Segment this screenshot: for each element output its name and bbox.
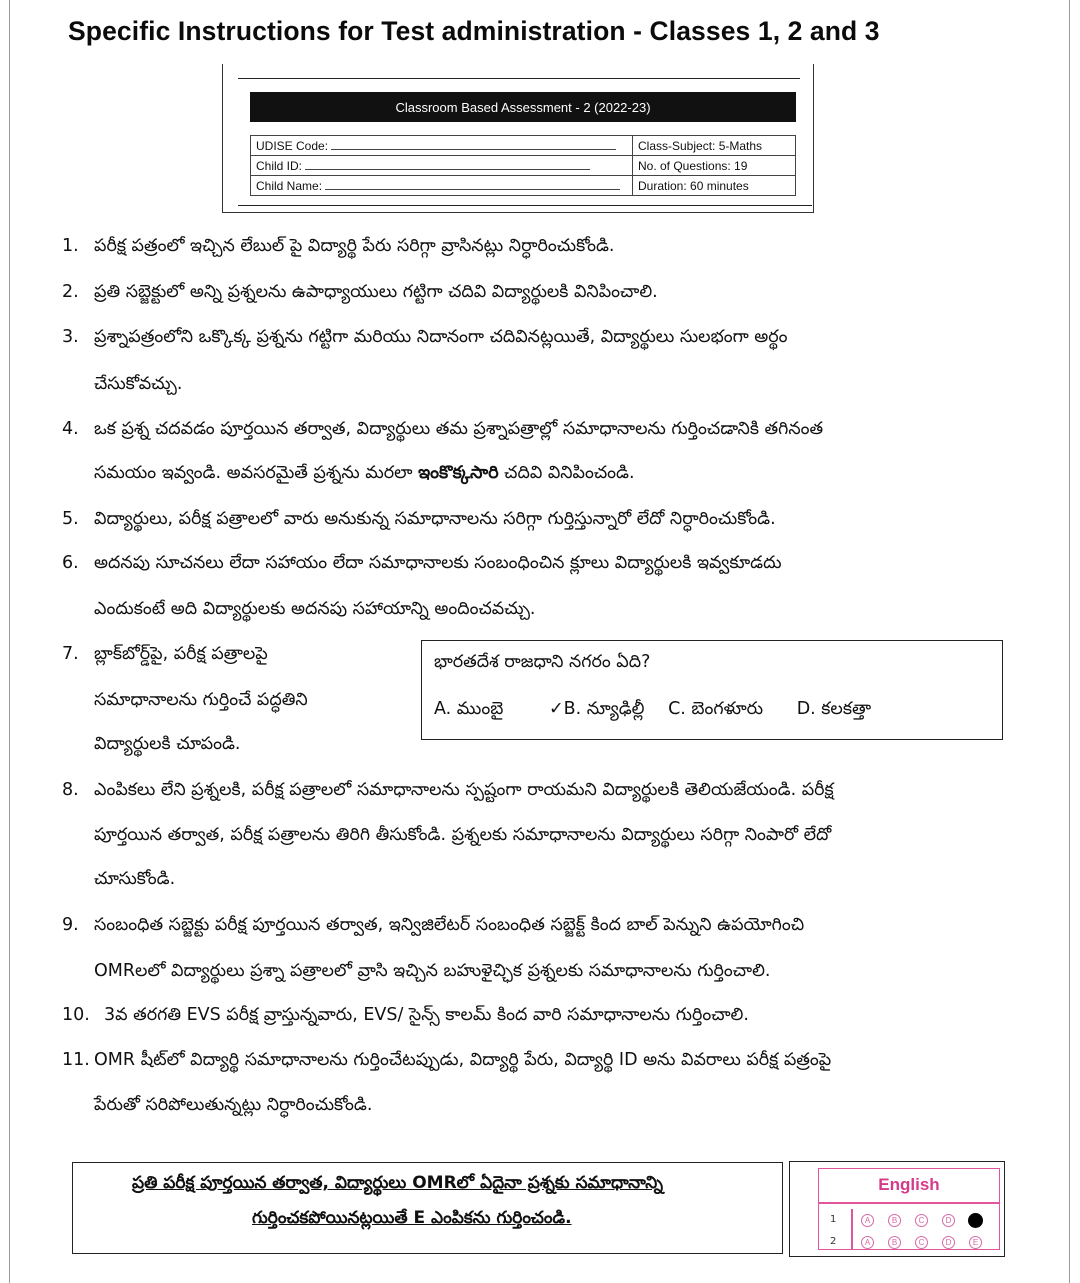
option-d: D. కలకత్తా	[796, 699, 872, 719]
omr-bubble: D	[942, 1214, 955, 1227]
child-name-field	[251, 176, 633, 196]
option-a: A. ముంబై	[434, 699, 504, 719]
child-name-blank	[325, 180, 620, 190]
card-title-band: Classroom Based Assessment - 2 (2022-23)	[250, 92, 796, 122]
item-number: 7.	[62, 644, 79, 664]
instruction-text: OMRలలో విద్యార్థులు ప్రశ్నా పత్రాలలో వ్రాసి ఇచ్చిన బహుళైచ్ఛిక ప్రశ్నలకు సమాధానాలను గుర్తించాలి.	[94, 961, 771, 981]
omr-row-number: 2	[830, 1236, 837, 1247]
omr-bubble: C	[915, 1214, 928, 1227]
item-number: 5.	[62, 509, 79, 529]
udise-label: UDISE Code:	[256, 138, 329, 153]
instruction-text: సంబంధిత సబ్జెక్టు పరీక్ష పూర్తయిన తర్వాత, ఇన్విజిలేటర్ సంబంధిత సబ్జెక్ట్ కింద బాల్ పెన్నుని ఉపయోగించి	[94, 915, 805, 935]
udise-blank	[331, 140, 616, 150]
option-c: C. బెంగళూరు	[668, 699, 764, 719]
omr-bubble: A	[861, 1214, 874, 1227]
item-number: 2.	[62, 282, 79, 302]
omr-bubble: A	[861, 1236, 874, 1249]
omr-bubble: C	[915, 1236, 928, 1249]
instruction-text: విద్యార్థులకి చూపండి.	[94, 734, 241, 754]
omr-bubble-filled	[968, 1213, 983, 1228]
instruction-text: బ్లాక్‌బోర్డ్‌పై, పరీక్ష పత్రాలపై	[94, 644, 268, 664]
item-number: 10.	[62, 1005, 90, 1025]
omr-row-number: 1	[830, 1214, 837, 1225]
duration: Duration: 60 minutes	[633, 176, 796, 196]
emphasis-text: ఇంకొక్కసారి	[418, 463, 499, 483]
item-number: 11.	[62, 1050, 90, 1070]
omr-bubble: B	[888, 1214, 901, 1227]
child-id-blank	[305, 160, 590, 170]
instruction-text: పూర్తయిన తర్వాత, పరీక్ష పత్రాలను తిరిగి తీసుకోండి. ప్రశ్నలకు సమాధానాలను విద్యార్థులు సరిగ్గా నింపారో లేదో	[94, 825, 832, 845]
instruction-text: చేసుకోవచ్చు.	[94, 374, 183, 394]
sample-question-options	[434, 699, 871, 723]
page-edge-left	[9, 0, 10, 1283]
instruction-text: ఒక ప్రశ్న చదవడం పూర్తయిన తర్వాత, విద్యార్థులు తమ ప్రశ్నాపత్రాల్లో సమాధానాలను గుర్తించడానికి తగినంత	[94, 419, 824, 439]
instruction-text-part: సమయం ఇవ్వండి. అవసరమైతే ప్రశ్నను మరలా	[94, 463, 419, 483]
item-number: 1.	[62, 236, 79, 256]
footer-note-line: ప్రతి పరీక్ష పూర్తయిన తర్వాత, విద్యార్థులు OMRలో ఏదైనా ప్రశ్నకు సమాధానాన్ని	[132, 1173, 663, 1193]
instruction-text: పరీక్ష పత్రంలో ఇచ్చిన లేబుల్ పై విద్యార్థి పేరు సరిగ్గా వ్రాసినట్లు నిర్ధారించుకోండి.	[94, 236, 615, 256]
instruction-text: సమాధానాలను గుర్తించే పద్ధతిని	[94, 690, 308, 710]
instruction-text: పేరుతో సరిపోలుతున్నట్లు నిర్ధారించుకోండి.	[94, 1095, 373, 1115]
footer-note-line: గుర్తించకపోయినట్లయితే E ఎంపికను గుర్తించండి.	[252, 1208, 572, 1228]
omr-column-header: English	[878, 1175, 940, 1194]
instruction-text: విద్యార్థులు, పరీక్ష పత్రాలలో వారు అనుకున్న సమాధానాలను సరిగ్గా గుర్తిస్తున్నారో లేదో నిర్ధారించుకోండి.	[94, 509, 776, 529]
omr-bubble: D	[942, 1236, 955, 1249]
page-edge-right	[1069, 0, 1070, 1283]
sample-question-text: భారతదేశ రాజధాని నగరం ఏది?	[434, 652, 651, 672]
item-number: 9.	[62, 915, 79, 935]
instruction-text-part: చదివి వినిపించండి.	[498, 463, 635, 483]
instruction-text: ప్రతి సబ్జెక్టులో అన్ని ప్రశ్నలను ఉపాధ్యాయులు గట్టిగా చదివి విద్యార్థులకి వినిపించాలి.	[94, 282, 658, 302]
instruction-text: ఎంపికలు లేని ప్రశ్నలకి, పరీక్ష పత్రాలలో సమాధానాలను స్పష్టంగా రాయమని విద్యార్థులకి తెలియజేయండి. పరీక్ష	[94, 780, 834, 800]
class-subject: Class-Subject: 5-Maths	[633, 136, 796, 156]
omr-bubble: B	[888, 1236, 901, 1249]
item-number: 8.	[62, 780, 79, 800]
instruction-text: ఎందుకంటే అది విద్యార్థులకు అదనపు సహాయాన్ని అందించవచ్చు.	[94, 599, 536, 619]
child-id-field	[251, 156, 633, 176]
item-number: 4.	[62, 419, 79, 439]
omr-bubble: E	[969, 1236, 982, 1249]
card-top-rule	[238, 78, 800, 79]
card-bottom-rule	[238, 205, 812, 206]
instruction-text: 3వ తరగతి EVS పరీక్ష వ్రాస్తున్నవారు, EVS/ సైన్స్ కాలమ్ కింద వారి సమాధానాలను గుర్తించాలి.	[104, 1005, 749, 1025]
instruction-text: చూసుకోండి.	[94, 869, 176, 889]
instruction-text: OMR షీట్‌లో విద్యార్థి సమాధానాలను గుర్తించేటప్పుడు, విద్యార్థి పేరు, విద్యార్థి ID అను వివరాలు పరీక్ష పత్రంపై	[94, 1050, 832, 1070]
option-b-correct: ✓B. న్యూఢిల్లీ	[548, 699, 645, 719]
child-id-label: Child ID:	[256, 158, 303, 173]
instruction-text	[94, 462, 635, 484]
instruction-text: అదనపు సూచనలు లేదా సహాయం లేదా సమాధానాలకు సంబంధించిన క్లూలు విద్యార్థులకి ఇవ్వకూడదు	[94, 553, 782, 573]
page-title: Specific Instructions for Test administration - Classes 1, 2 and 3	[68, 16, 880, 46]
omr-number-divider	[851, 1209, 853, 1249]
item-number: 6.	[62, 553, 79, 573]
card-info-table	[250, 135, 796, 196]
omr-header-divider	[818, 1202, 1000, 1204]
item-number: 3.	[62, 327, 79, 347]
instruction-text: ప్రశ్నాపత్రంలోని ఒక్కొక్క ప్రశ్నను గట్టిగా మరియు నిదానంగా చదివినట్లయితే, విద్యార్థులు సులభంగా అర్థం	[94, 327, 788, 347]
question-count: No. of Questions: 19	[633, 156, 796, 176]
udise-field	[251, 136, 633, 156]
child-name-label: Child Name:	[256, 178, 323, 193]
